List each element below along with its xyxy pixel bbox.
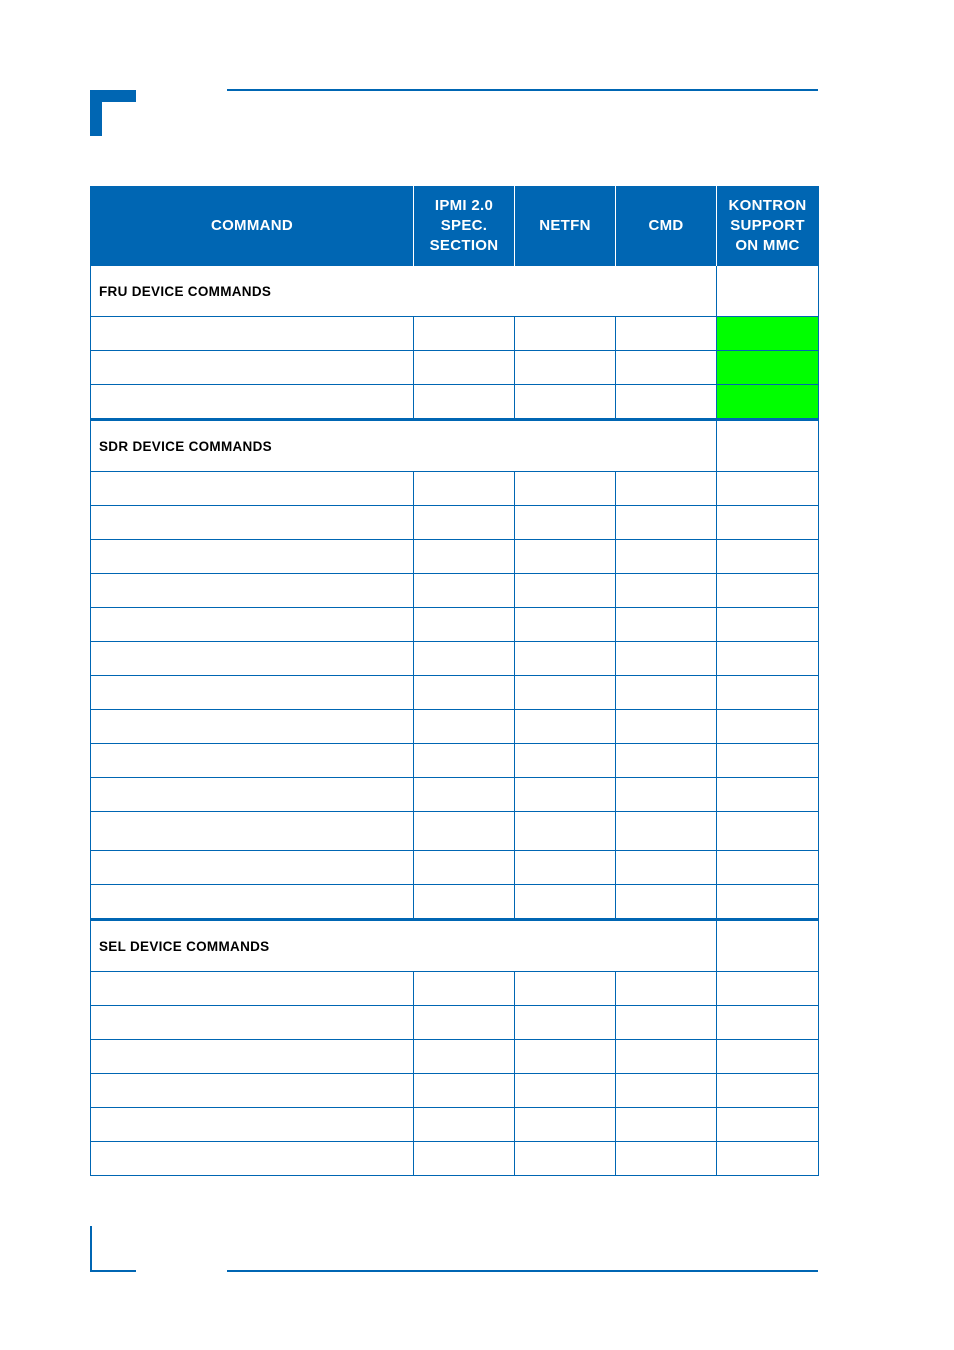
netfn-cell [515, 1040, 616, 1074]
netfn-cell [515, 317, 616, 351]
cmd-cell [616, 574, 717, 608]
ipmi-command-table [90, 186, 819, 1176]
netfn-cell [515, 385, 616, 420]
cmd-cell [616, 642, 717, 676]
ipmi-section-cell [414, 812, 515, 851]
ipmi-section-cell [414, 1006, 515, 1040]
support-cell [717, 1108, 819, 1142]
header-cmd: CMD [616, 187, 717, 266]
corner-mark-bottom [90, 1226, 136, 1272]
table-row [91, 676, 819, 710]
netfn-cell [515, 642, 616, 676]
support-cell [717, 317, 819, 351]
ipmi-section-cell [414, 1108, 515, 1142]
cmd-cell [616, 972, 717, 1006]
header-ipmi-line2: SPEC. [440, 217, 488, 234]
ipmi-section-cell [414, 972, 515, 1006]
command-cell [91, 608, 414, 642]
cmd-cell [616, 317, 717, 351]
netfn-cell [515, 812, 616, 851]
section-support-cell [717, 420, 819, 472]
ipmi-section-cell [414, 744, 515, 778]
ipmi-section-cell [414, 778, 515, 812]
support-cell [717, 1142, 819, 1176]
header-ipmi-line1: IPMI 2.0 [434, 197, 494, 214]
netfn-cell [515, 972, 616, 1006]
section-title: SDR DEVICE COMMANDS [91, 420, 717, 472]
corner-mark-top [90, 90, 136, 136]
netfn-cell [515, 540, 616, 574]
table-body [91, 266, 819, 1176]
cmd-cell [616, 744, 717, 778]
table-row [91, 1108, 819, 1142]
support-cell [717, 710, 819, 744]
section-row [91, 266, 819, 317]
command-cell [91, 744, 414, 778]
table-row [91, 506, 819, 540]
table-row [91, 1142, 819, 1176]
cmd-cell [616, 1040, 717, 1074]
netfn-cell [515, 885, 616, 920]
ipmi-section-cell [414, 385, 515, 420]
support-cell [717, 608, 819, 642]
cmd-cell [616, 385, 717, 420]
support-cell [717, 385, 819, 420]
command-cell [91, 1142, 414, 1176]
command-cell [91, 710, 414, 744]
table-header-row [91, 187, 819, 266]
cmd-cell [616, 1074, 717, 1108]
table-row [91, 778, 819, 812]
table-row [91, 642, 819, 676]
command-cell [91, 676, 414, 710]
ipmi-section-cell [414, 851, 515, 885]
support-cell [717, 642, 819, 676]
command-cell [91, 1074, 414, 1108]
header-kontron-line3: ON MMC [735, 237, 800, 254]
table-row [91, 1040, 819, 1074]
table-row [91, 851, 819, 885]
table-row [91, 540, 819, 574]
ipmi-section-cell [414, 1142, 515, 1176]
ipmi-section-cell [414, 1040, 515, 1074]
support-cell [717, 778, 819, 812]
netfn-cell [515, 1074, 616, 1108]
netfn-cell [515, 1142, 616, 1176]
command-cell [91, 851, 414, 885]
ipmi-section-cell [414, 540, 515, 574]
header-ipmi-line3: SECTION [429, 237, 499, 254]
netfn-cell [515, 608, 616, 642]
ipmi-section-cell [414, 574, 515, 608]
table-row [91, 710, 819, 744]
table-row [91, 1074, 819, 1108]
netfn-cell [515, 676, 616, 710]
ipmi-section-cell [414, 351, 515, 385]
cmd-cell [616, 351, 717, 385]
command-cell [91, 812, 414, 851]
netfn-cell [515, 744, 616, 778]
command-cell [91, 1006, 414, 1040]
support-cell [717, 812, 819, 851]
command-cell [91, 472, 414, 506]
support-cell [717, 1074, 819, 1108]
section-row [91, 920, 819, 972]
ipmi-section-cell [414, 506, 515, 540]
section-row [91, 420, 819, 472]
netfn-cell [515, 1006, 616, 1040]
table-row [91, 351, 819, 385]
cmd-cell [616, 851, 717, 885]
cmd-cell [616, 608, 717, 642]
command-cell [91, 1108, 414, 1142]
support-cell [717, 574, 819, 608]
section-title: SEL DEVICE COMMANDS [91, 920, 717, 972]
netfn-cell [515, 506, 616, 540]
cmd-cell [616, 506, 717, 540]
table-row [91, 574, 819, 608]
table-row [91, 744, 819, 778]
cmd-cell [616, 710, 717, 744]
support-cell [717, 885, 819, 920]
command-cell [91, 351, 414, 385]
table-row [91, 972, 819, 1006]
cmd-cell [616, 676, 717, 710]
support-cell [717, 1040, 819, 1074]
support-cell [717, 540, 819, 574]
ipmi-section-cell [414, 676, 515, 710]
netfn-cell [515, 851, 616, 885]
header-kontron-line1: KONTRON [728, 197, 807, 214]
ipmi-section-cell [414, 885, 515, 920]
header-command: COMMAND [91, 187, 414, 266]
ipmi-section-cell [414, 642, 515, 676]
command-cell [91, 317, 414, 351]
header-kontron-line2: SUPPORT [730, 217, 805, 234]
ipmi-section-cell [414, 608, 515, 642]
section-title: FRU DEVICE COMMANDS [91, 266, 717, 317]
netfn-cell [515, 351, 616, 385]
command-cell [91, 972, 414, 1006]
cmd-cell [616, 885, 717, 920]
support-cell [717, 1006, 819, 1040]
ipmi-section-cell [414, 710, 515, 744]
table-row [91, 812, 819, 851]
cmd-cell [616, 1108, 717, 1142]
support-cell [717, 351, 819, 385]
table-row [91, 608, 819, 642]
command-cell [91, 385, 414, 420]
table-row [91, 472, 819, 506]
command-cell [91, 642, 414, 676]
command-cell [91, 778, 414, 812]
table-row [91, 385, 819, 420]
netfn-cell [515, 1108, 616, 1142]
footer-rule [227, 1270, 818, 1272]
command-cell [91, 1040, 414, 1074]
netfn-cell [515, 574, 616, 608]
support-cell [717, 472, 819, 506]
netfn-cell [515, 710, 616, 744]
netfn-cell [515, 472, 616, 506]
ipmi-section-cell [414, 1074, 515, 1108]
table-row [91, 1006, 819, 1040]
command-cell [91, 540, 414, 574]
header-rule [227, 89, 818, 91]
ipmi-section-cell [414, 317, 515, 351]
cmd-cell [616, 540, 717, 574]
header-ipmi-section [414, 187, 515, 266]
cmd-cell [616, 812, 717, 851]
cmd-cell [616, 778, 717, 812]
cmd-cell [616, 472, 717, 506]
table-row [91, 885, 819, 920]
table-row [91, 317, 819, 351]
section-support-cell [717, 266, 819, 317]
cmd-cell [616, 1006, 717, 1040]
section-support-cell [717, 920, 819, 972]
support-cell [717, 506, 819, 540]
support-cell [717, 851, 819, 885]
command-cell [91, 885, 414, 920]
support-cell [717, 744, 819, 778]
command-cell [91, 574, 414, 608]
ipmi-section-cell [414, 472, 515, 506]
command-cell [91, 506, 414, 540]
header-kontron-support [717, 187, 819, 266]
support-cell [717, 676, 819, 710]
netfn-cell [515, 778, 616, 812]
header-netfn: NETFN [515, 187, 616, 266]
support-cell [717, 972, 819, 1006]
cmd-cell [616, 1142, 717, 1176]
